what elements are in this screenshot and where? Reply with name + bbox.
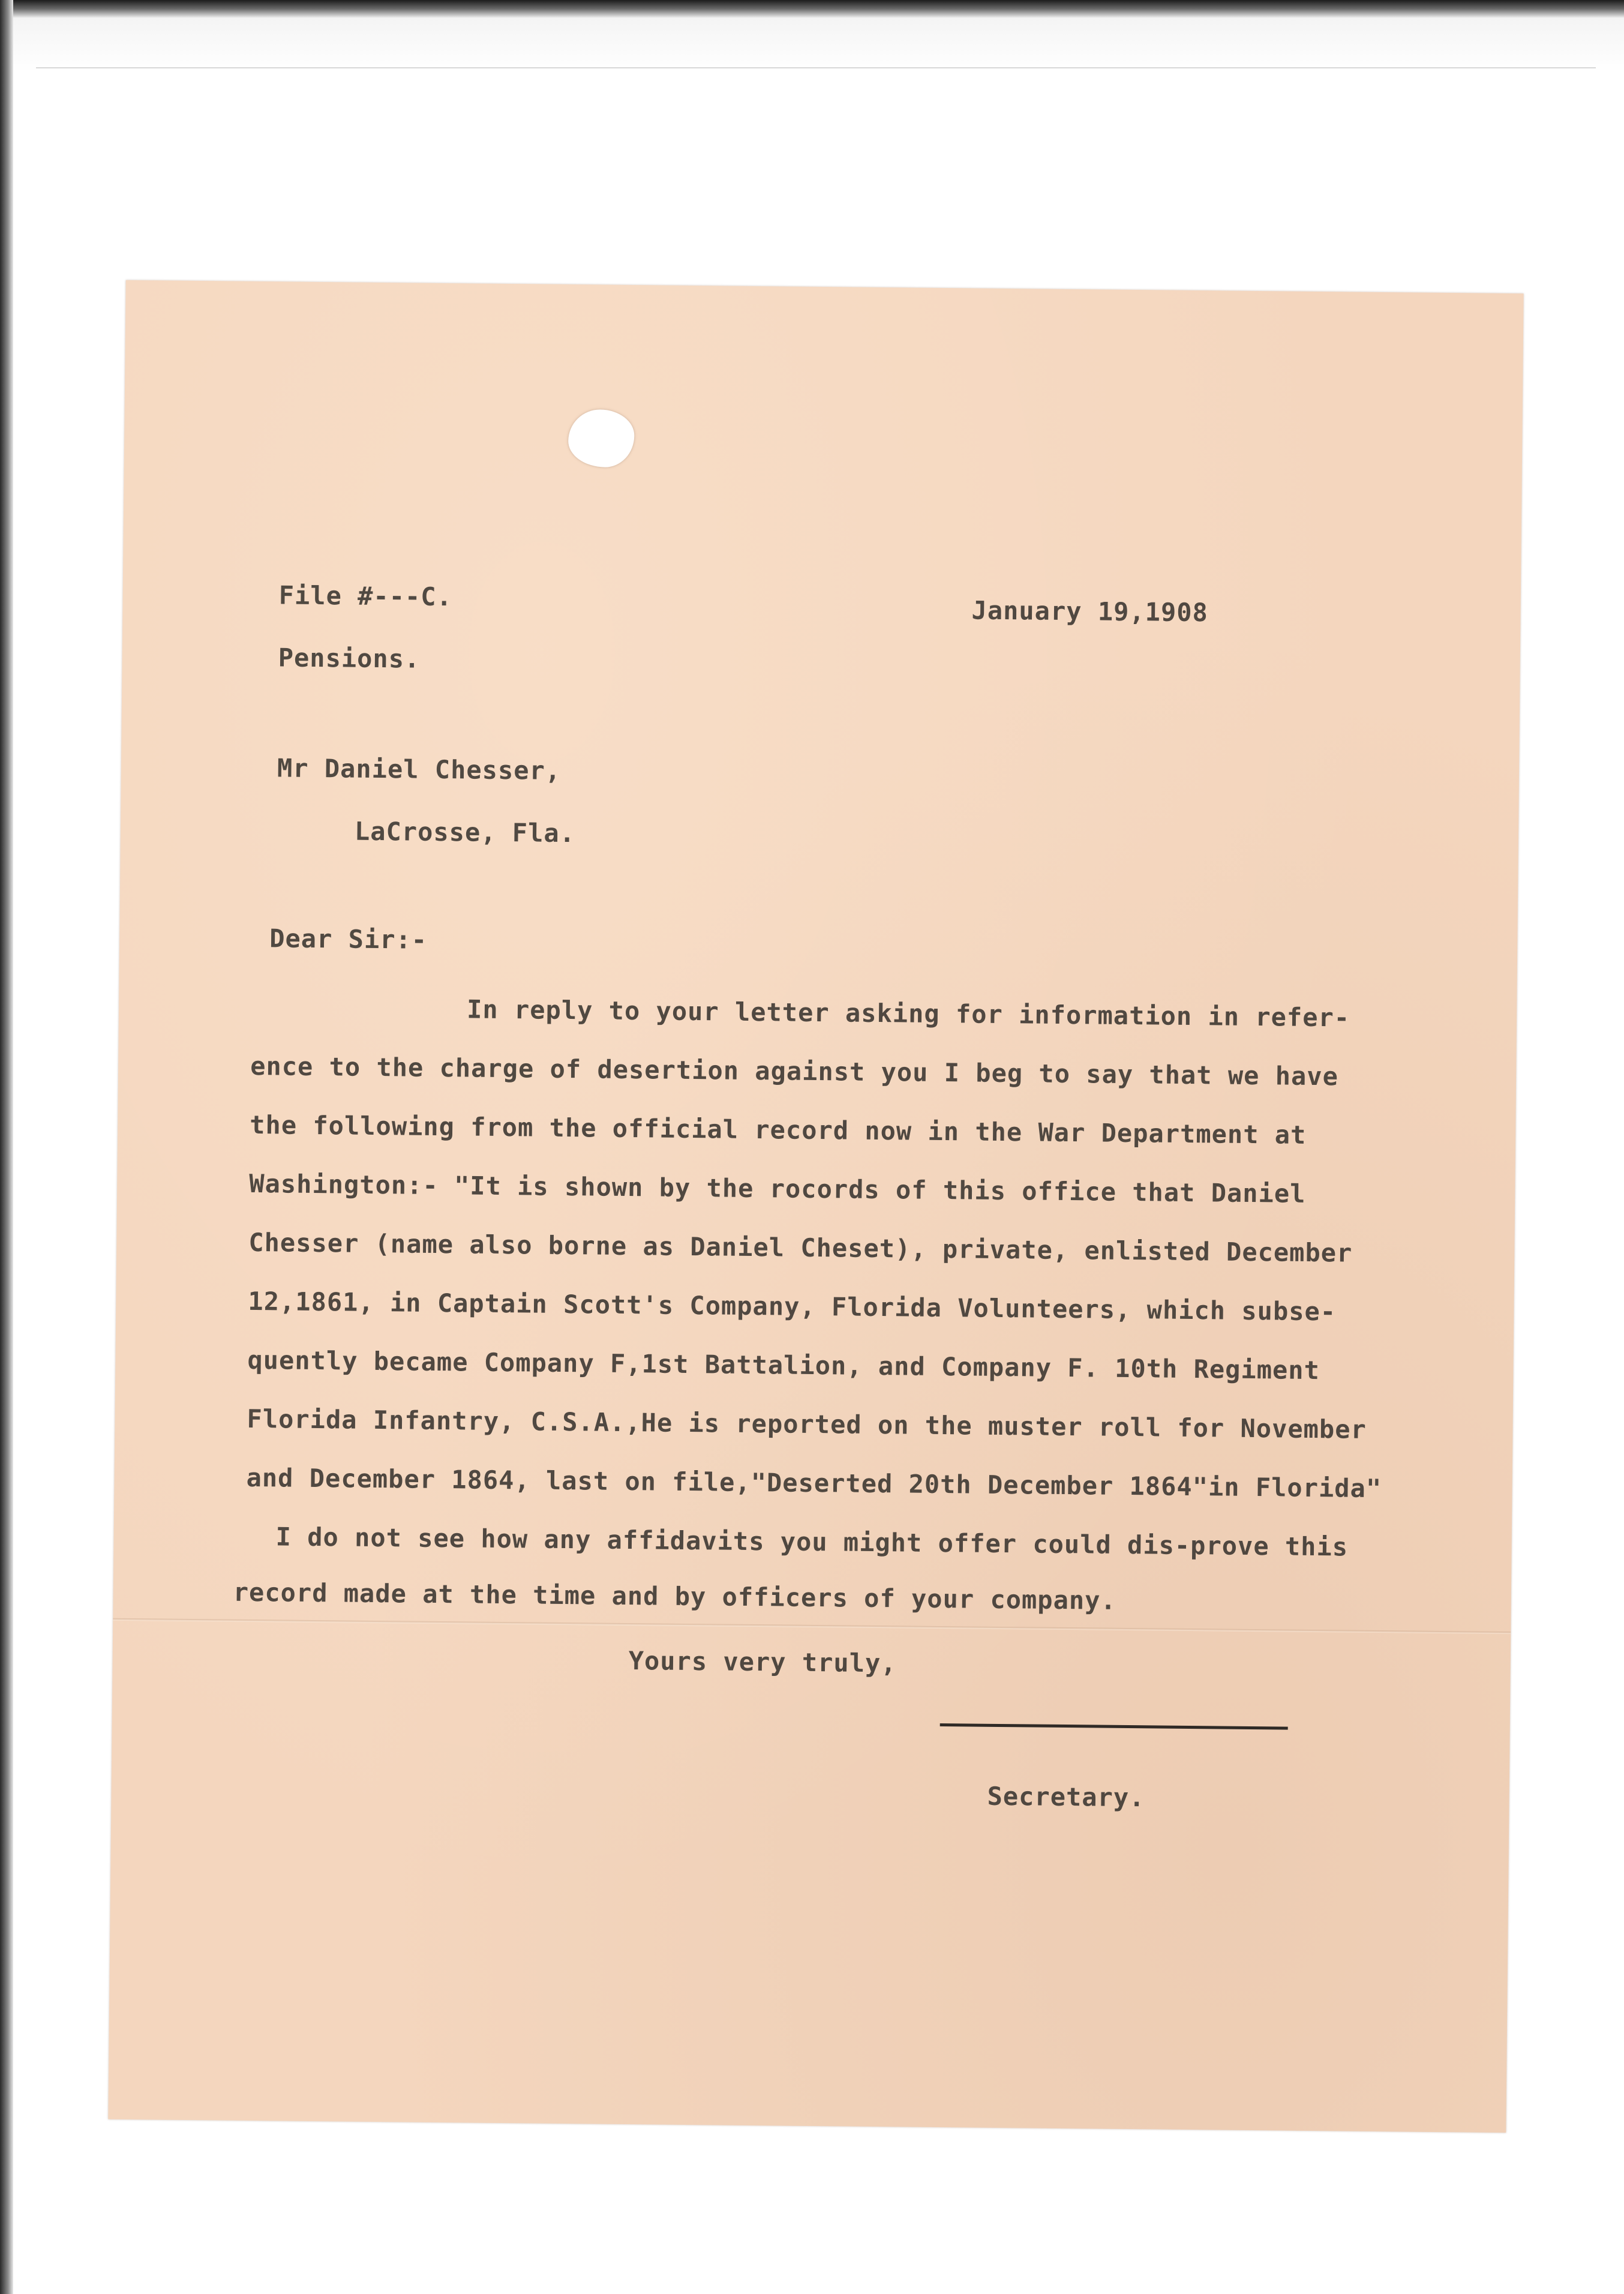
body-line: and December 1864, last on file,"Deserted 20th December 1864"in Florida" (246, 1462, 1382, 1504)
body-line: record made at the time and by officers of your company. (233, 1577, 1116, 1615)
body-line: Chesser (name also borne as Daniel Cheset), private, enlisted December (248, 1227, 1353, 1268)
scanner-line (36, 67, 1596, 68)
punch-hole (568, 409, 635, 467)
body-line: 12,1861, in Captain Scott's Company, Florida Volunteers, which subse- (248, 1286, 1337, 1327)
recipient-address: LaCrosse, Fla. (354, 816, 576, 848)
fold-crease (113, 1618, 1511, 1634)
file-reference: File #---C. (278, 580, 453, 612)
recipient-name: Mr Daniel Chesser, (277, 753, 562, 785)
body-line: the following from the official record now in the War Department at (250, 1109, 1307, 1150)
body-line: Washington:- "It is shown by the rocords of this office that Daniel (249, 1168, 1306, 1209)
body-line: In reply to your letter asking for information in refer- (466, 994, 1350, 1033)
letter-date: January 19,1908 (971, 595, 1209, 628)
scanner-band (13, 18, 1624, 72)
scanner-edge-top (0, 0, 1624, 18)
department-label: Pensions. (278, 643, 421, 674)
closing: Yours very truly, (628, 1646, 897, 1678)
body-line: Florida Infantry, C.S.A.,He is reported on the muster roll for November (247, 1404, 1367, 1444)
scanner-edge-left (0, 0, 13, 2294)
body-line: I do not see how any affidavits you might offer could dis-prove this (275, 1522, 1349, 1562)
signer-title: Secretary. (987, 1781, 1145, 1813)
body-line: ence to the charge of desertion against you I beg to say that we have (250, 1051, 1339, 1091)
signature-line (940, 1723, 1288, 1730)
body-line: quently became Company F,1st Battalion, and Company F. 10th Regiment (247, 1345, 1320, 1386)
salutation: Dear Sir:- (269, 923, 428, 955)
letter-sheet (108, 280, 1523, 2133)
